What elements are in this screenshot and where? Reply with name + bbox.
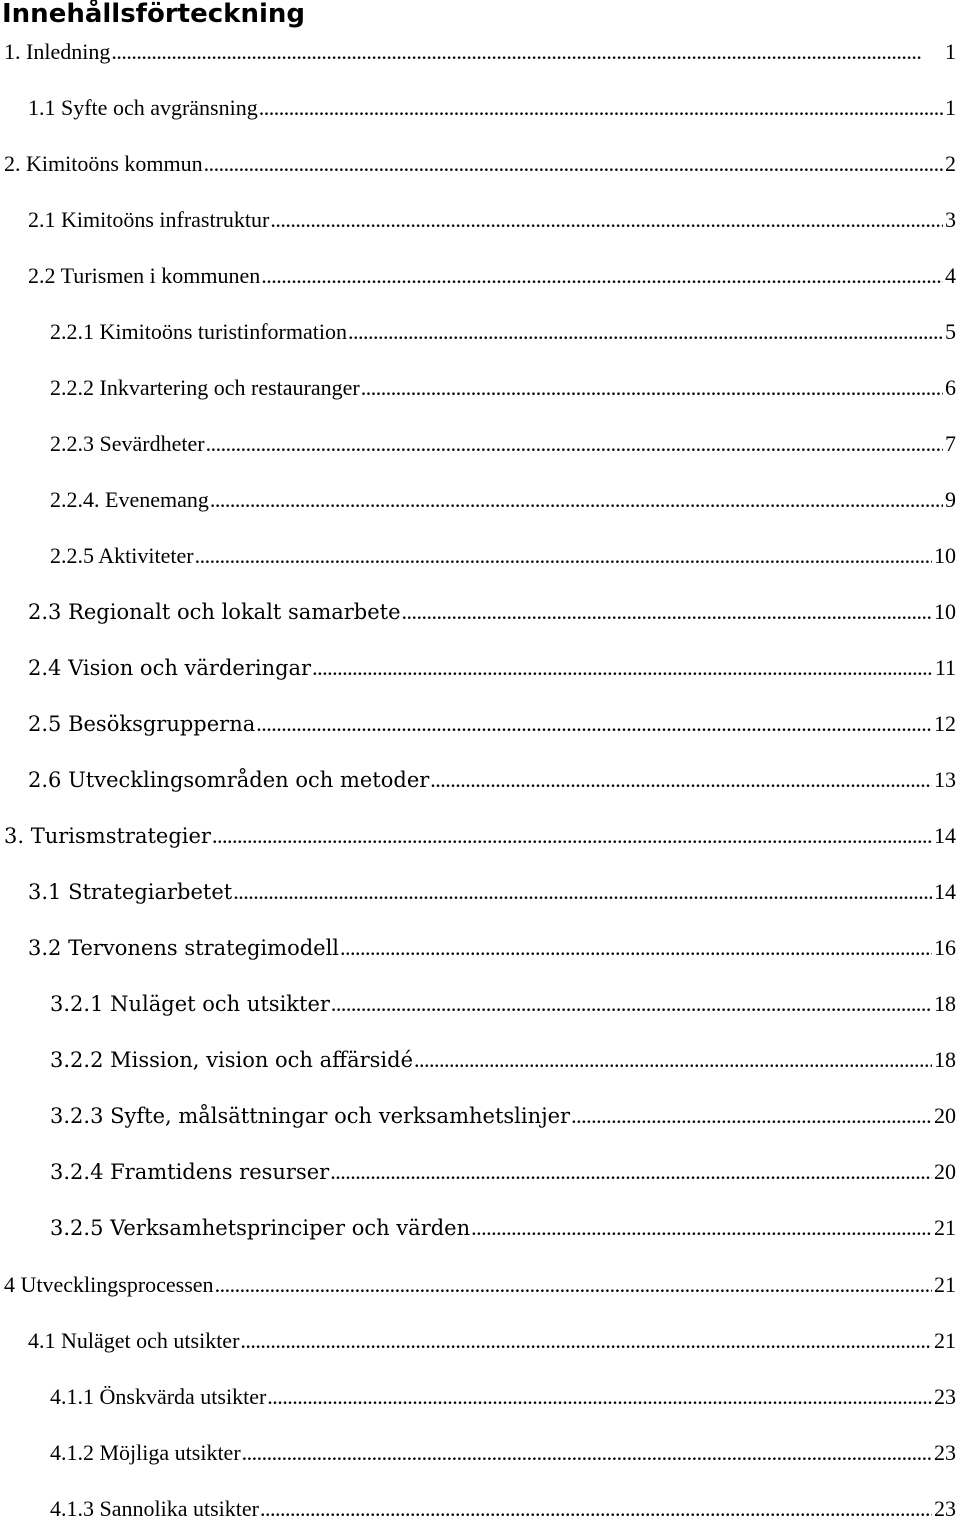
toc-entry-label: 3.2 Tervonens strategimodell — [28, 936, 340, 960]
toc-entry[interactable] — [28, 261, 956, 291]
toc-entry[interactable] — [28, 653, 956, 683]
toc-entry-page-number: 11 — [934, 655, 956, 680]
toc-entry-page-number: 10 — [934, 599, 956, 624]
toc-entry-label: 4.1 Nuläget och utsikter — [28, 1328, 240, 1353]
dot-leader — [430, 765, 932, 795]
toc-entry-label: 1.1 Syfte och avgränsning — [28, 95, 258, 120]
toc-entry-page-number: 20 — [934, 1159, 956, 1184]
toc-entry-label: 2.2.2 Inkvartering och restauranger — [50, 375, 360, 400]
toc-entry-label: 3.2.5 Verksamhetsprinciper och värden — [50, 1216, 471, 1240]
toc-entry-label: 4.1.2 Möjliga utsikter — [50, 1440, 241, 1465]
toc-entry-page-number: 21 — [934, 1215, 956, 1240]
toc-entry[interactable] — [50, 1157, 956, 1187]
toc-entry-page-number: 3 — [945, 207, 956, 232]
toc-entry[interactable] — [50, 989, 956, 1019]
dot-leader — [242, 1438, 932, 1468]
toc-entry-label: 3.2.1 Nuläget och utsikter — [50, 992, 330, 1016]
toc-entry-page-number: 7 — [945, 431, 956, 456]
toc-entry-label: 2.5 Besöksgrupperna — [28, 712, 256, 736]
dot-leader — [414, 1045, 932, 1075]
dot-leader — [212, 821, 932, 851]
toc-entry-page-number: 16 — [934, 935, 956, 960]
toc-entry-page-number: 14 — [934, 879, 956, 904]
dot-leader — [240, 1326, 932, 1356]
toc-entry-label: 4 Utvecklingsprocessen — [4, 1272, 214, 1297]
dot-leader — [471, 1213, 932, 1243]
toc-entry[interactable] — [4, 821, 956, 851]
toc-entry-label: 3.1 Strategiarbetet — [28, 880, 233, 904]
toc-entry-label: 2.6 Utvecklingsområden och metoder — [28, 768, 430, 792]
toc-entry[interactable] — [50, 1213, 956, 1243]
toc-entry-label: 2. Kimitoöns kommun — [4, 151, 203, 176]
toc-entry[interactable] — [28, 93, 956, 123]
dot-leader — [312, 653, 933, 683]
toc-entry-page-number: 4 — [945, 263, 956, 288]
toc-entry-page-number: 14 — [934, 823, 956, 848]
dot-leader — [259, 93, 943, 123]
toc-entry-label: 3. Turismstrategier — [4, 824, 211, 848]
toc-entry[interactable] — [50, 1382, 956, 1412]
toc-entry[interactable] — [28, 597, 956, 627]
page-title: Innehållsförteckning — [2, 0, 305, 29]
dot-leader — [260, 1494, 932, 1524]
dot-leader — [402, 597, 932, 627]
toc-entry[interactable] — [50, 1438, 956, 1468]
toc-entry[interactable] — [50, 1494, 956, 1524]
toc-entry[interactable] — [50, 541, 956, 571]
toc-entry-label: 3.2.3 Syfte, målsättningar och verksamhetslinjer — [50, 1104, 571, 1128]
toc-entry-label: 2.2.4. Evenemang — [50, 487, 209, 512]
dot-leader — [571, 1101, 932, 1131]
toc-entry-label: 3.2.4 Framtidens resurser — [50, 1160, 330, 1184]
dot-leader — [330, 1157, 932, 1187]
dot-leader — [256, 709, 932, 739]
dot-leader — [210, 485, 943, 515]
toc-entry-page-number: 18 — [934, 1047, 956, 1072]
toc-entry[interactable] — [50, 317, 956, 347]
dot-leader — [204, 149, 943, 179]
dot-leader — [361, 373, 943, 403]
toc-entry-page-number: 21 — [934, 1272, 956, 1297]
dot-leader — [261, 261, 943, 291]
toc-entry-label: 2.4 Vision och värderingar — [28, 656, 312, 680]
toc-entry[interactable] — [50, 485, 956, 515]
toc-entry-label: 4.1.1 Önskvärda utsikter — [50, 1384, 267, 1409]
toc-entry[interactable] — [28, 933, 956, 963]
toc-entry[interactable] — [50, 1101, 956, 1131]
toc-entry-page-number: 5 — [945, 319, 956, 344]
toc-entry-page-number: 23 — [934, 1440, 956, 1465]
toc-entry-page-number: 18 — [934, 991, 956, 1016]
toc-entry-label: 4.1.3 Sannolika utsikter — [50, 1496, 259, 1521]
toc-entry[interactable] — [50, 1045, 956, 1075]
toc-entry-page-number: 23 — [934, 1496, 956, 1521]
toc-entry[interactable] — [28, 877, 956, 907]
dot-leader — [111, 37, 943, 67]
toc-entry[interactable] — [4, 149, 956, 179]
toc-entry-label: 2.2.1 Kimitoöns turistinformation — [50, 319, 347, 344]
toc-entry-label: 2.2 Turismen i kommunen — [28, 263, 261, 288]
toc-entry[interactable] — [28, 765, 956, 795]
toc-entry-label: 1. Inledning — [4, 39, 111, 64]
toc-entry-page-number: 21 — [934, 1328, 956, 1353]
toc-entry[interactable] — [4, 1270, 956, 1300]
dot-leader — [270, 205, 943, 235]
toc-entry-label: 3.2.2 Mission, vision och affärsidé — [50, 1048, 413, 1072]
dot-leader — [331, 989, 932, 1019]
dot-leader — [195, 541, 932, 571]
dot-leader — [233, 877, 932, 907]
toc-entry-page-number: 1 — [945, 95, 956, 120]
toc-entry-page-number: 2 — [945, 151, 956, 176]
dot-leader — [215, 1270, 932, 1300]
toc-entry[interactable] — [50, 373, 956, 403]
toc-entry[interactable] — [28, 205, 956, 235]
toc-entry[interactable] — [28, 1326, 956, 1356]
toc-entry[interactable] — [50, 429, 956, 459]
toc-entry[interactable] — [28, 709, 956, 739]
toc-entry-page-number: 13 — [934, 767, 956, 792]
toc-entry-page-number: 23 — [934, 1384, 956, 1409]
toc-entry-page-number: 9 — [945, 487, 956, 512]
dot-leader — [267, 1382, 932, 1412]
toc-entry[interactable] — [4, 37, 956, 67]
dot-leader — [340, 933, 932, 963]
dot-leader — [206, 429, 943, 459]
toc-entry-page-number: 10 — [934, 543, 956, 568]
toc-entry-page-number: 6 — [945, 375, 956, 400]
toc-entry-label: 2.2.5 Aktiviteter — [50, 543, 194, 568]
toc-entry-page-number: 12 — [934, 711, 956, 736]
dot-leader — [348, 317, 943, 347]
toc-entry-label: 2.3 Regionalt och lokalt samarbete — [28, 600, 401, 624]
toc-entry-page-number: 20 — [934, 1103, 956, 1128]
toc-entry-label: 2.2.3 Sevärdheter — [50, 431, 205, 456]
toc-entry-label: 2.1 Kimitoöns infrastruktur — [28, 207, 270, 232]
toc-entry-page-number: 1 — [945, 39, 956, 64]
